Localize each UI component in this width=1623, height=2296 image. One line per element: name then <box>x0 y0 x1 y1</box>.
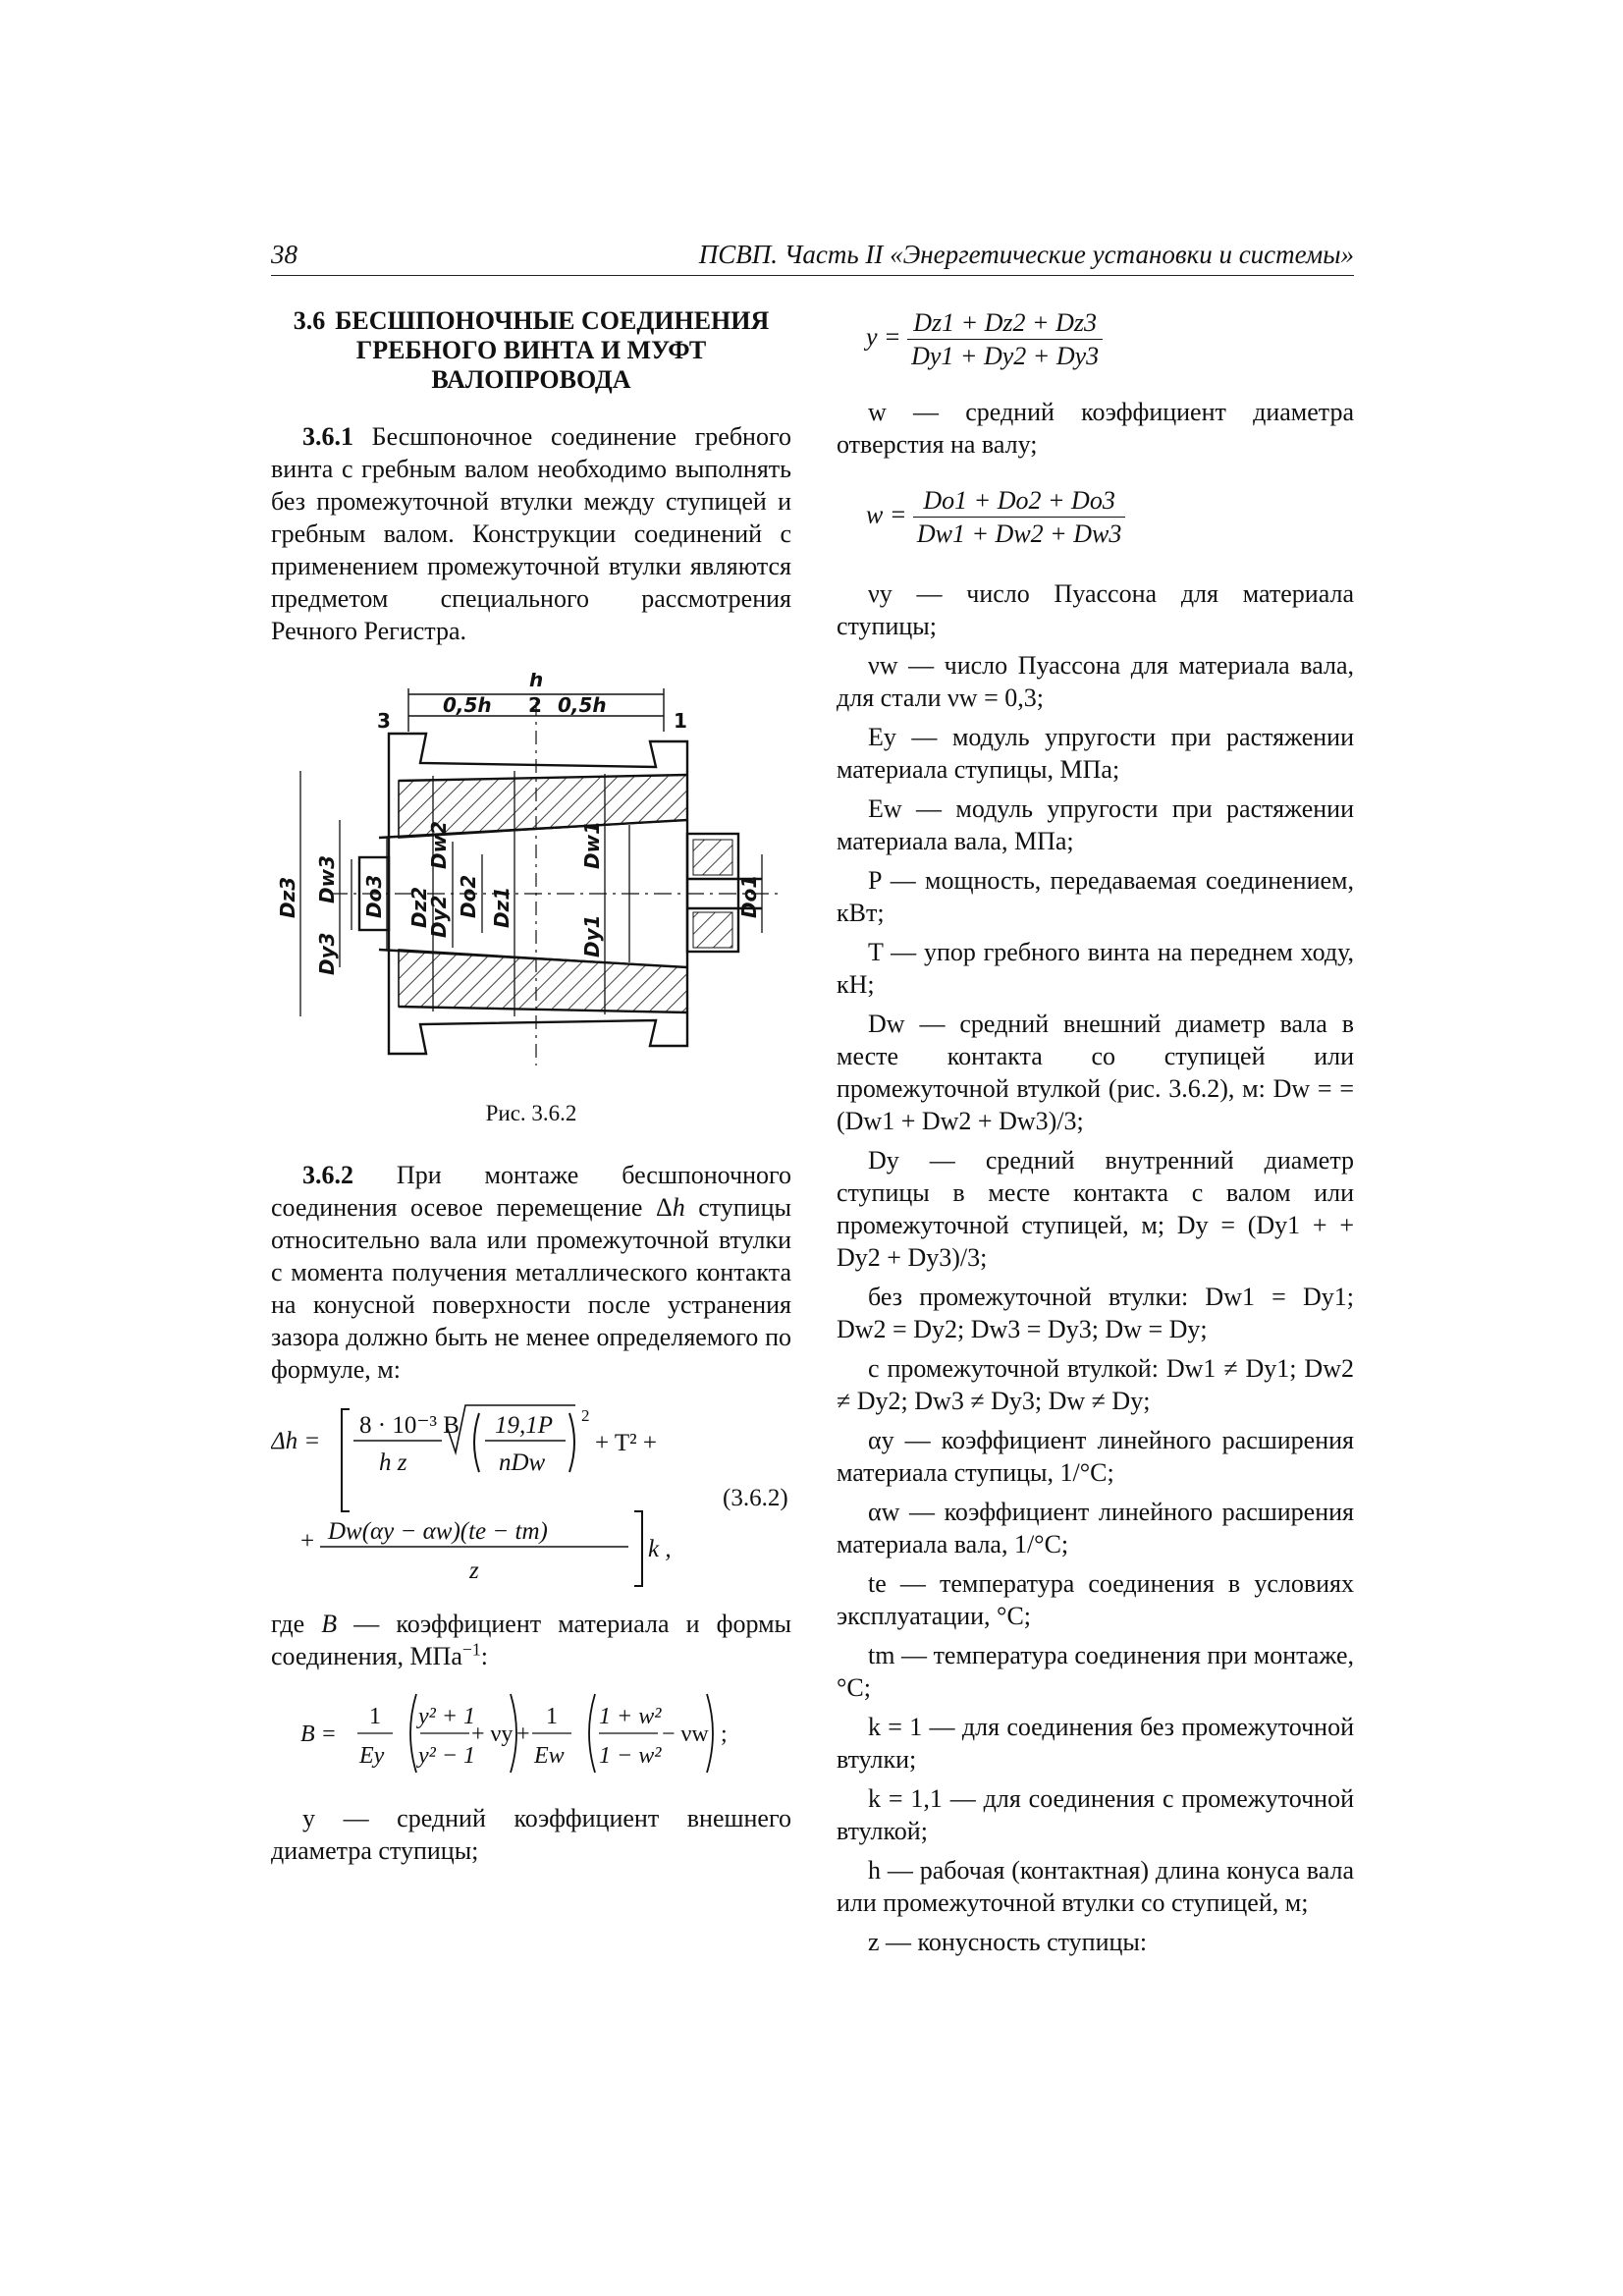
definition-item: Dw — средний внешний диаметр вала в месте контакта со ступицей или промежуточной втулкой (рис. 3.6.2), м: Dw = = (Dw1 + Dw2 + Dw3)/3; <box>837 1010 1354 1135</box>
left-column <box>271 306 791 1867</box>
formula-b-nu-y: + νy <box>471 1722 514 1747</box>
definition-item: с промежуточной втулкой: Dw1 ≠ Dy1; Dw2 ≠ Dy2; Dw3 ≠ Dy3; Dw ≠ Dy; <box>837 1354 1354 1415</box>
def-w: w — средний коэффициент диаметра отверстия на валу; <box>837 398 1354 459</box>
definition-item: Ew — модуль упругости при растяжении материала вала, МПа; <box>837 794 1354 855</box>
formula-b-ew: Ew <box>534 1743 565 1769</box>
label-dz3: Dz3 <box>276 876 299 918</box>
formula-b-end: ; <box>721 1722 728 1747</box>
figure-caption: Рис. 3.6.2 <box>485 1101 577 1125</box>
formula-b-ey: Ey <box>359 1743 385 1769</box>
label-3: 3 <box>377 709 391 733</box>
label-do2: Do2 <box>457 874 480 918</box>
formula-tail: k , <box>648 1536 672 1562</box>
equation-number: (3.6.2) <box>723 1485 788 1511</box>
definition-item: z — конусность ступицы: <box>868 1928 1148 1956</box>
formula-y-num: Dz1 + Dz2 + Dz3 <box>907 306 1103 340</box>
section-title-line-3: ВАЛОПРОВОДА <box>431 365 631 394</box>
formula-w-fraction <box>913 484 1125 550</box>
definition-item: αy — коэффициент линейного расширения материала ступицы, 1/°C; <box>837 1426 1354 1487</box>
formula-w-den: Dw1 + Dw2 + Dw3 <box>916 519 1122 548</box>
definition-item: k = 1 — для соединения без промежуточной втулки; <box>837 1713 1354 1774</box>
right-column <box>837 306 1354 1965</box>
unit-exponent: −1 <box>461 1639 481 1660</box>
page-number: 38 <box>271 240 298 269</box>
definition-item: без промежуточной втулки: Dw1 = Dy1; Dw2 = Dy2; Dw3 = Dy3; Dw = Dy; <box>837 1283 1354 1343</box>
label-half-right: 0,5h <box>558 693 607 717</box>
paragraph-text-a: При монтаже бесшпоночного соединения осевое перемещение Δ <box>271 1161 791 1222</box>
section-title-line-2: ГРЕБНОГО ВИНТА И МУФТ <box>355 336 707 364</box>
label-dy3: Dy3 <box>315 932 339 975</box>
paragraph-3-6-1 <box>271 420 791 647</box>
where-colon: : <box>480 1642 488 1670</box>
definition-item: νy — число Пуассона для материала ступицы; <box>837 579 1354 640</box>
running-header <box>271 240 1354 276</box>
formula-t2-num: 19,1P <box>495 1412 554 1439</box>
definition-item: k = 1,1 — для соединения с промежуточной втулкой; <box>837 1784 1354 1845</box>
running-title: ПСВП. Часть II «Энергетические установки и системы» <box>698 240 1354 269</box>
def-y: y — средний коэффициент внешнего диаметра ступицы; <box>271 1804 791 1865</box>
paragraph-text-b: ступицы относительно вала или промежуточной втулки с момента получения металлического контакта на конусной поверхности после устранения зазора должно быть не менее определяемого по формуле, м: <box>271 1193 791 1384</box>
label-dw2: Dw2 <box>427 821 451 869</box>
formula-b-y-den: y² − 1 <box>418 1743 476 1769</box>
formula-b-lhs: B = <box>300 1722 337 1747</box>
formula-t3-den: z <box>469 1558 479 1584</box>
definition-item: νw — число Пуассона для материала вала, для стали νw = 0,3; <box>837 651 1354 712</box>
formula-w-lhs: w = <box>866 500 907 529</box>
formula-lhs: Δh = <box>271 1428 321 1454</box>
label-dz2: Dz2 <box>407 886 431 928</box>
paragraph-3-6-2 <box>271 1159 791 1386</box>
formula-t1-num: 8 · 10⁻³ B <box>359 1412 460 1439</box>
formula-y-den: Dy1 + Dy2 + Dy3 <box>911 342 1100 370</box>
label-do3: Do3 <box>362 874 386 918</box>
paragraph-number: 3.6.2 <box>302 1161 353 1189</box>
figure-3-6-2 <box>271 673 791 1129</box>
section-number: 3.6 <box>293 306 326 335</box>
section-title-line-1: БЕСШПОНОЧНЫЕ СОЕДИНЕНИЯ <box>335 306 770 335</box>
formula-b <box>271 1688 791 1782</box>
section-title <box>271 306 791 395</box>
label-do1: Do1 <box>737 874 761 918</box>
formula-y-lhs: y = <box>866 322 901 352</box>
definition-item: Ey — модуль упругости при растяжении материала ступицы, МПа; <box>837 723 1354 784</box>
definition-item: tm — температура соединения при монтаже, °C; <box>837 1641 1354 1702</box>
label-half-left: 0,5h <box>443 693 492 717</box>
symbol-definitions <box>837 577 1354 1958</box>
label-dw1: Dw1 <box>580 821 604 869</box>
hub-connection-drawing <box>271 673 791 1085</box>
definition-item: h — рабочая (контактная) длина конуса вала или промежуточной втулки со ступицей, м; <box>837 1856 1354 1917</box>
formula-t3-num: Dw(αy − αw)(te − tm) <box>328 1518 548 1545</box>
symbol-b: B <box>321 1610 338 1638</box>
label-dz1: Dz1 <box>490 886 514 928</box>
formula-b-w-den: 1 − w² <box>599 1743 662 1769</box>
formula-plus-t2: + T² + <box>595 1430 658 1456</box>
definition-item: Dy — средний внутренний диаметр ступицы в месте контакта с валом или промежуточной ступицей, м; Dy = (Dy1 + + Dy2 + Dy3)/3; <box>837 1146 1354 1272</box>
formula-w-num: Do1 + Do2 + Do3 <box>913 484 1125 518</box>
formula-b-nu-w: − νw <box>662 1722 709 1747</box>
formula-y <box>866 306 1354 372</box>
where-prefix: где <box>271 1610 322 1638</box>
formula-b-one-1: 1 <box>369 1704 381 1729</box>
formula-b-drawing <box>271 1688 791 1782</box>
formula-y-fraction <box>907 306 1103 372</box>
formula-b-plus: + <box>516 1722 530 1747</box>
definition-item: αw — коэффициент линейного расширения материала вала, 1/°C; <box>837 1498 1354 1558</box>
formula-lead-plus: + <box>300 1528 315 1555</box>
definition-item: te — температура соединения в условиях эксплуатации, °C; <box>837 1569 1354 1630</box>
definition-item: T — упор гребного винта на переднем ходу, кН; <box>837 938 1354 999</box>
formula-pow2: 2 <box>581 1406 590 1425</box>
formula-b-one-2: 1 <box>546 1704 558 1729</box>
paragraph-number: 3.6.1 <box>302 422 353 451</box>
formula-b-w-num: 1 + w² <box>599 1704 662 1729</box>
symbol-h: h <box>672 1193 685 1222</box>
label-1: 1 <box>674 709 687 733</box>
formula-t2-den: nDw <box>499 1449 546 1476</box>
label-dy2: Dy2 <box>427 895 451 938</box>
definition-item: P — мощность, передаваемая соединением, кВт; <box>837 866 1354 927</box>
paragraph-text: Бесшпоночное соединение гребного винта с гребным валом необходимо выполнять без промежуточной втулки между ступицей и гребным валом. Конструкции соединений с применением промежуточной втулки являются предметом специального рассмотрения Речного Регистра. <box>271 422 791 645</box>
label-dy1: Dy1 <box>580 914 604 957</box>
label-dw3: Dw3 <box>315 855 339 903</box>
where-b-desc: — коэффициент материала и формы соединения, МПа <box>271 1610 791 1670</box>
label-2: 2 <box>528 693 542 717</box>
formula-b-y-num: y² + 1 <box>418 1704 476 1729</box>
where-b-text <box>271 1608 791 1672</box>
formula-w <box>866 484 1354 550</box>
formula-t1-den: h z <box>379 1449 407 1476</box>
formula-3-6-2 <box>271 1401 791 1588</box>
formula-bracket-drawing <box>271 1401 791 1588</box>
label-h: h <box>529 673 544 691</box>
